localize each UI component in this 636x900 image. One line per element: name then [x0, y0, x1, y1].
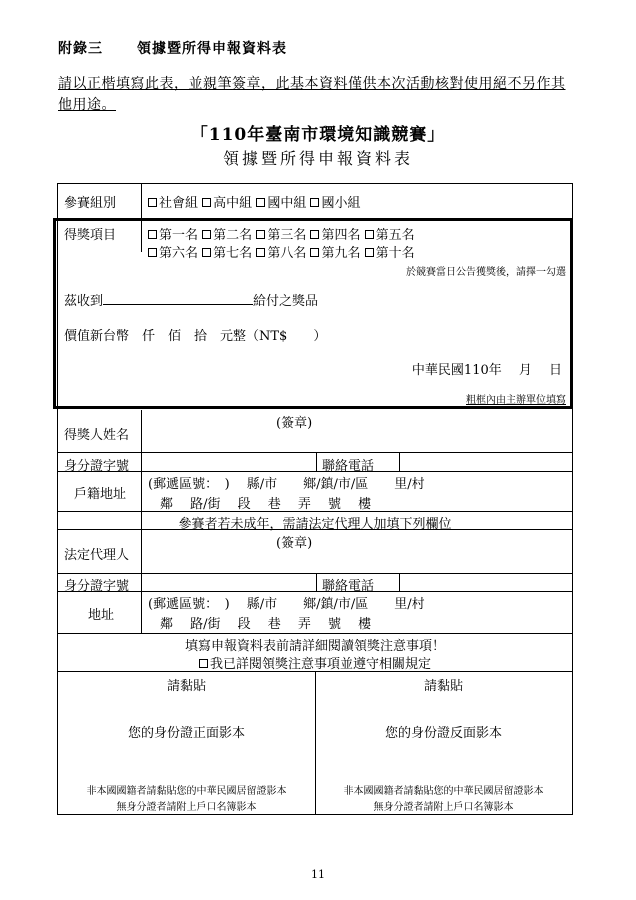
winner-name-label: 得獎人姓名 [64, 428, 130, 443]
group-option[interactable]: 社會組 [148, 196, 198, 211]
household-note-front: 無身分證者請附上戶口名簿影本 [116, 802, 257, 813]
row-divider [58, 471, 572, 472]
winner-sign: (簽章) [276, 416, 313, 431]
guardian-sign: (簽章) [276, 536, 313, 551]
checkbox-icon[interactable] [199, 659, 208, 668]
household-note-back: 無身分證者請附上戶口名簿影本 [373, 802, 514, 813]
col-divider [399, 452, 400, 471]
row-divider [58, 633, 572, 634]
winner-addr-line2: 鄰 路/街 段 巷 弄 號 樓 [160, 497, 372, 512]
winner-phone-label: 聯絡電話 [322, 459, 375, 474]
row-divider [58, 591, 572, 592]
appendix-title: 領據暨所得申報資料表 [137, 41, 287, 57]
award-option[interactable]: 第四名 [310, 228, 360, 243]
winner-addr-line1: (郵遞區號： ) 縣/市 鄉/鎮/市/區 里/村 [148, 477, 425, 492]
guardian-addr-line1: (郵遞區號： ) 縣/市 鄉/鎮/市/區 里/村 [148, 597, 425, 612]
paste-label-front: 請黏貼 [166, 679, 206, 694]
minor-note: 參賽者若未成年，需請法定代理人加填下列欄位 [178, 517, 452, 532]
award-option[interactable]: 第三名 [256, 228, 306, 243]
notice-agree[interactable]: 我已詳閱領獎注意事項並遵守相關規定 [58, 653, 572, 672]
value-line: 價值新台幣 仟 佰 拾 元整（NT$ ） [64, 329, 327, 344]
form-title: 「110年臺南市環境知識競賽」 [190, 125, 446, 145]
col-divider [399, 573, 400, 591]
row-divider [58, 573, 572, 574]
received-line: 茲收到 給付之獎品 [64, 294, 319, 309]
award-option[interactable]: 第六名 [148, 246, 198, 261]
group-label: 參賽組別 [64, 196, 117, 211]
form-subtitle: 領據暨所得申報資料表 [222, 149, 413, 168]
guardian-addr-label: 地址 [88, 608, 115, 623]
checkbox-icon[interactable] [148, 198, 157, 207]
guardian-name-label: 法定代理人 [64, 548, 130, 563]
award-option[interactable]: 第五名 [365, 228, 415, 243]
foreign-note-back: 非本國國籍者請黏貼您的中華民國居留證影本 [343, 786, 544, 797]
organizer-note: 粗框內由主辦單位填寫 [466, 395, 566, 406]
organizer-box [53, 218, 573, 409]
appendix-header [58, 38, 287, 58]
award-option[interactable]: 第八名 [256, 246, 306, 261]
row-divider [58, 452, 572, 453]
id-front-placeholder: 您的身份證正面影本 [127, 726, 245, 741]
checkbox-icon[interactable] [202, 198, 211, 207]
col-divider [316, 573, 317, 591]
group-option[interactable]: 高中組 [202, 196, 252, 211]
col-divider [316, 452, 317, 471]
foreign-note-front: 非本國國籍者請黏貼您的中華民國居留證影本 [86, 786, 287, 797]
award-option[interactable]: 第七名 [202, 246, 252, 261]
guardian-addr-line2: 鄰 路/街 段 巷 弄 號 樓 [160, 617, 372, 632]
page-number: 11 [311, 868, 325, 881]
award-option[interactable]: 第一名 [148, 228, 198, 243]
notice-read: 填寫申報資料表前請詳細閱讀領獎注意事項！ [184, 639, 445, 654]
award-option[interactable]: 第二名 [202, 228, 252, 243]
winner-addr-label: 戶籍地址 [74, 487, 127, 502]
guardian-id-label: 身分證字號 [64, 579, 130, 594]
award-option[interactable]: 第九名 [310, 246, 360, 261]
award-option[interactable]: 第十名 [365, 246, 415, 261]
intro-text: 請以正楷填寫此表，並親筆簽章，此基本資料僅供本次活動核對使用絕不另作其他用途。 [58, 76, 566, 113]
id-back-placeholder: 您的身份證反面影本 [384, 726, 502, 741]
checkbox-icon[interactable] [256, 198, 265, 207]
award-label: 得獎項目 [64, 228, 117, 243]
group-options [148, 192, 360, 211]
col-divider [141, 184, 142, 218]
paste-label-back: 請黏貼 [423, 679, 463, 694]
winner-id-label: 身分證字號 [64, 459, 130, 474]
date-line: 中華民國110年 月 日 [411, 363, 562, 378]
checkbox-icon[interactable] [310, 198, 319, 207]
guardian-phone-label: 聯絡電話 [322, 579, 375, 594]
group-option[interactable]: 國中組 [256, 196, 306, 211]
appendix-label: 附錄三 [58, 41, 103, 57]
group-option[interactable]: 國小組 [310, 196, 360, 211]
award-note: 於競賽當日公告獲獎後，請擇一勾選 [406, 267, 566, 278]
